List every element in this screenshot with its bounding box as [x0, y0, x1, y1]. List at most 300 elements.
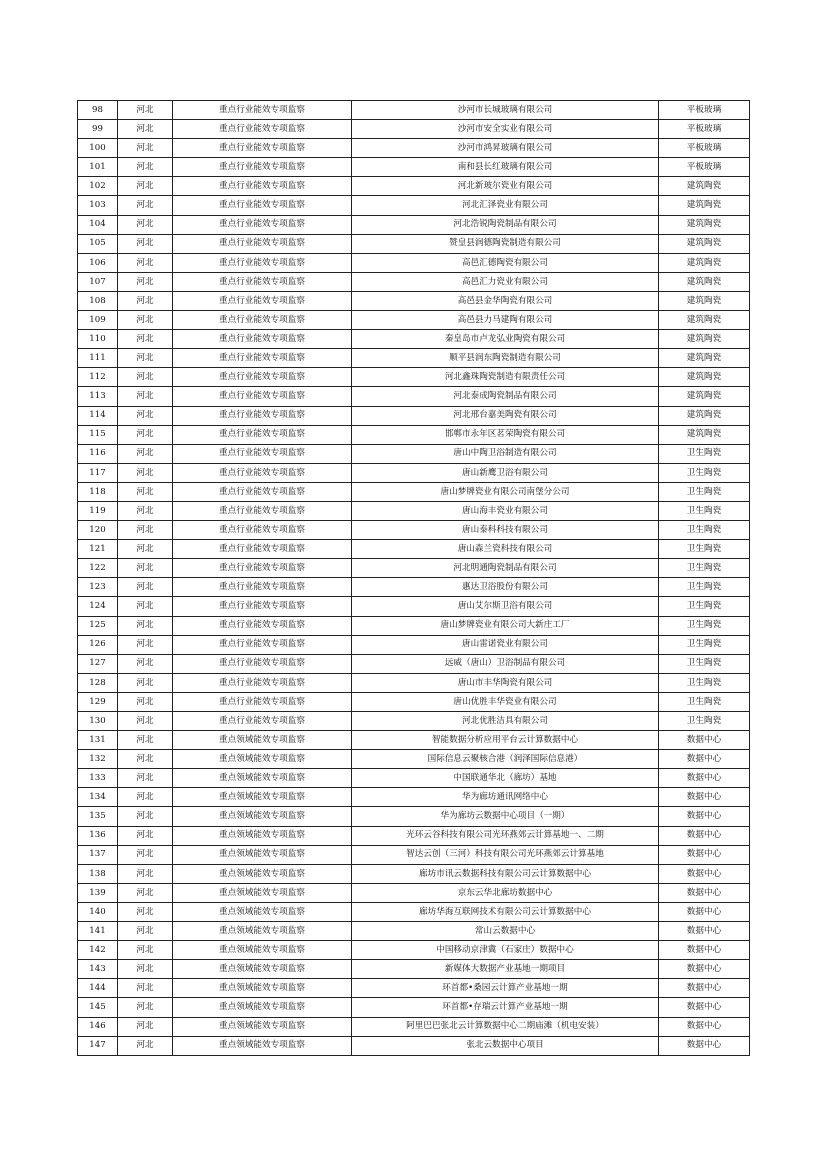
- province: 河北: [118, 444, 173, 463]
- company-name: 高邑县金华陶瓷有限公司: [352, 291, 659, 310]
- province: 河北: [118, 330, 173, 349]
- province: 河北: [118, 750, 173, 769]
- table-row: [78, 406, 750, 425]
- row-number: 142: [78, 941, 118, 960]
- province: 河北: [118, 291, 173, 310]
- company-name: 唐山优胜丰华瓷业有限公司: [352, 692, 659, 711]
- row-number: 143: [78, 960, 118, 979]
- table-row: [78, 712, 750, 731]
- table-row: [78, 291, 750, 310]
- table-row: [78, 177, 750, 196]
- row-number: 100: [78, 139, 118, 158]
- inspection-type: 重点行业能效专项监察: [173, 654, 352, 673]
- table-row: [78, 120, 750, 139]
- inspection-type: 重点领域能效专项监察: [173, 883, 352, 902]
- table-row: [78, 330, 750, 349]
- province: 河北: [118, 425, 173, 444]
- row-number: 101: [78, 158, 118, 177]
- province: 河北: [118, 349, 173, 368]
- inspection-type: 重点行业能效专项监察: [173, 635, 352, 654]
- row-number: 122: [78, 559, 118, 578]
- inspection-type: 重点行业能效专项监察: [173, 616, 352, 635]
- industry: 数据中心: [659, 922, 750, 941]
- industry: 数据中心: [659, 960, 750, 979]
- industry: 数据中心: [659, 769, 750, 788]
- province: 河北: [118, 482, 173, 501]
- row-number: 136: [78, 826, 118, 845]
- industry: 数据中心: [659, 998, 750, 1017]
- province: 河北: [118, 272, 173, 291]
- inspection-type: 重点行业能效专项监察: [173, 330, 352, 349]
- industry: 建筑陶瓷: [659, 368, 750, 387]
- province: 河北: [118, 1036, 173, 1055]
- company-name: 河北泰成陶瓷制品有限公司: [352, 387, 659, 406]
- company-name: 河北浩锐陶瓷制品有限公司: [352, 215, 659, 234]
- industry: 卫生陶瓷: [659, 635, 750, 654]
- inspection-type: 重点行业能效专项监察: [173, 291, 352, 310]
- province: 河北: [118, 673, 173, 692]
- enterprise-table: [77, 100, 750, 1056]
- company-name: 顺平县润东陶瓷制造有限公司: [352, 349, 659, 368]
- row-number: 103: [78, 196, 118, 215]
- row-number: 133: [78, 769, 118, 788]
- row-number: 144: [78, 979, 118, 998]
- province: 河北: [118, 1017, 173, 1036]
- table-row: [78, 1036, 750, 1055]
- company-name: 阿里巴巴张北云计算数据中心二期庙滩（机电安装）: [352, 1017, 659, 1036]
- table-row: [78, 253, 750, 272]
- table-row: [78, 1017, 750, 1036]
- industry: 数据中心: [659, 883, 750, 902]
- province: 河北: [118, 635, 173, 654]
- table-row: [78, 960, 750, 979]
- company-name: 河北明通陶瓷制品有限公司: [352, 559, 659, 578]
- company-name: 远威（唐山）卫浴制品有限公司: [352, 654, 659, 673]
- province: 河北: [118, 731, 173, 750]
- industry: 建筑陶瓷: [659, 196, 750, 215]
- row-number: 127: [78, 654, 118, 673]
- industry: 数据中心: [659, 807, 750, 826]
- industry: 卫生陶瓷: [659, 654, 750, 673]
- industry: 建筑陶瓷: [659, 272, 750, 291]
- inspection-type: 重点行业能效专项监察: [173, 253, 352, 272]
- province: 河北: [118, 253, 173, 272]
- row-number: 98: [78, 101, 118, 120]
- province: 河北: [118, 597, 173, 616]
- table-row: [78, 387, 750, 406]
- inspection-type: 重点领域能效专项监察: [173, 864, 352, 883]
- row-number: 140: [78, 902, 118, 921]
- row-number: 99: [78, 120, 118, 139]
- inspection-type: 重点行业能效专项监察: [173, 234, 352, 253]
- inspection-type: 重点行业能效专项监察: [173, 673, 352, 692]
- table-row: [78, 941, 750, 960]
- industry: 卫生陶瓷: [659, 712, 750, 731]
- table-row: [78, 234, 750, 253]
- inspection-type: 重点行业能效专项监察: [173, 692, 352, 711]
- company-name: 环首都•存瑞云计算产业基地一期: [352, 998, 659, 1017]
- row-number: 130: [78, 712, 118, 731]
- industry: 卫生陶瓷: [659, 444, 750, 463]
- table-row: [78, 826, 750, 845]
- row-number: 145: [78, 998, 118, 1017]
- company-name: 唐山市丰华陶瓷有限公司: [352, 673, 659, 692]
- company-name: 唐山新鹰卫浴有限公司: [352, 463, 659, 482]
- inspection-type: 重点行业能效专项监察: [173, 139, 352, 158]
- company-name: 中国移动京津冀（石家庄）数据中心: [352, 941, 659, 960]
- row-number: 115: [78, 425, 118, 444]
- province: 河北: [118, 215, 173, 234]
- table-row: [78, 616, 750, 635]
- inspection-type: 重点领域能效专项监察: [173, 845, 352, 864]
- industry: 建筑陶瓷: [659, 177, 750, 196]
- inspection-type: 重点行业能效专项监察: [173, 406, 352, 425]
- inspection-type: 重点行业能效专项监察: [173, 501, 352, 520]
- table-row: [78, 349, 750, 368]
- table-row: [78, 578, 750, 597]
- industry: 数据中心: [659, 979, 750, 998]
- inspection-type: 重点行业能效专项监察: [173, 158, 352, 177]
- table-row: [78, 272, 750, 291]
- province: 河北: [118, 788, 173, 807]
- province: 河北: [118, 807, 173, 826]
- industry: 卫生陶瓷: [659, 673, 750, 692]
- company-name: 常山云数据中心: [352, 922, 659, 941]
- row-number: 139: [78, 883, 118, 902]
- province: 河北: [118, 177, 173, 196]
- table-row: [78, 731, 750, 750]
- province: 河北: [118, 540, 173, 559]
- company-name: 廊坊华海互联网技术有限公司云计算数据中心: [352, 902, 659, 921]
- row-number: 135: [78, 807, 118, 826]
- province: 河北: [118, 922, 173, 941]
- company-name: 廊坊市讯云数据科技有限公司云计算数据中心: [352, 864, 659, 883]
- row-number: 119: [78, 501, 118, 520]
- industry: 建筑陶瓷: [659, 311, 750, 330]
- row-number: 125: [78, 616, 118, 635]
- industry: 平板玻璃: [659, 158, 750, 177]
- province: 河北: [118, 883, 173, 902]
- province: 河北: [118, 234, 173, 253]
- table-row: [78, 158, 750, 177]
- inspection-type: 重点领域能效专项监察: [173, 941, 352, 960]
- company-name: 唐山梦牌瓷业有限公司南堡分公司: [352, 482, 659, 501]
- company-name: 惠达卫浴股份有限公司: [352, 578, 659, 597]
- table-row: [78, 311, 750, 330]
- inspection-type: 重点领域能效专项监察: [173, 960, 352, 979]
- table-row: [78, 673, 750, 692]
- province: 河北: [118, 311, 173, 330]
- company-name: 唐山梦牌瓷业有限公司大新庄工厂: [352, 616, 659, 635]
- company-name: 唐山中陶卫浴制造有限公司: [352, 444, 659, 463]
- table-body: [78, 101, 750, 1056]
- row-number: 112: [78, 368, 118, 387]
- row-number: 120: [78, 521, 118, 540]
- industry: 数据中心: [659, 902, 750, 921]
- inspection-type: 重点行业能效专项监察: [173, 578, 352, 597]
- table-row: [78, 368, 750, 387]
- inspection-type: 重点领域能效专项监察: [173, 998, 352, 1017]
- company-name: 张北云数据中心项目: [352, 1036, 659, 1055]
- row-number: 109: [78, 311, 118, 330]
- table-row: [78, 750, 750, 769]
- province: 河北: [118, 845, 173, 864]
- company-name: 秦皇岛市卢龙弘业陶瓷有限公司: [352, 330, 659, 349]
- company-name: 国际信息云聚核合港（润泽国际信息港）: [352, 750, 659, 769]
- row-number: 108: [78, 291, 118, 310]
- industry: 平板玻璃: [659, 101, 750, 120]
- row-number: 132: [78, 750, 118, 769]
- province: 河北: [118, 387, 173, 406]
- industry: 卫生陶瓷: [659, 463, 750, 482]
- company-name: 赞皇县润德陶瓷制造有限公司: [352, 234, 659, 253]
- inspection-type: 重点行业能效专项监察: [173, 425, 352, 444]
- industry: 平板玻璃: [659, 120, 750, 139]
- table-row: [78, 883, 750, 902]
- province: 河北: [118, 616, 173, 635]
- industry: 卫生陶瓷: [659, 482, 750, 501]
- row-number: 124: [78, 597, 118, 616]
- company-name: 邯郸市永年区茗荣陶瓷有限公司: [352, 425, 659, 444]
- province: 河北: [118, 864, 173, 883]
- row-number: 111: [78, 349, 118, 368]
- inspection-type: 重点领域能效专项监察: [173, 807, 352, 826]
- company-name: 高邑县力马建陶有限公司: [352, 311, 659, 330]
- row-number: 121: [78, 540, 118, 559]
- row-number: 104: [78, 215, 118, 234]
- industry: 建筑陶瓷: [659, 215, 750, 234]
- table-row: [78, 807, 750, 826]
- company-name: 环首都•桑园云计算产业基地一期: [352, 979, 659, 998]
- industry: 建筑陶瓷: [659, 330, 750, 349]
- industry: 卫生陶瓷: [659, 501, 750, 520]
- industry: 卫生陶瓷: [659, 597, 750, 616]
- table-row: [78, 463, 750, 482]
- industry: 数据中心: [659, 750, 750, 769]
- industry: 卫生陶瓷: [659, 616, 750, 635]
- inspection-type: 重点行业能效专项监察: [173, 349, 352, 368]
- company-name: 高邑汇德陶瓷有限公司: [352, 253, 659, 272]
- table-row: [78, 521, 750, 540]
- inspection-type: 重点领域能效专项监察: [173, 979, 352, 998]
- company-name: 智能数据分析应用平台云计算数据中心: [352, 731, 659, 750]
- row-number: 138: [78, 864, 118, 883]
- industry: 建筑陶瓷: [659, 425, 750, 444]
- province: 河北: [118, 139, 173, 158]
- row-number: 113: [78, 387, 118, 406]
- inspection-type: 重点行业能效专项监察: [173, 540, 352, 559]
- industry: 卫生陶瓷: [659, 540, 750, 559]
- inspection-type: 重点领域能效专项监察: [173, 750, 352, 769]
- province: 河北: [118, 158, 173, 177]
- province: 河北: [118, 998, 173, 1017]
- inspection-type: 重点领域能效专项监察: [173, 788, 352, 807]
- province: 河北: [118, 196, 173, 215]
- company-name: 沙河市长城玻璃有限公司: [352, 101, 659, 120]
- inspection-type: 重点行业能效专项监察: [173, 463, 352, 482]
- row-number: 147: [78, 1036, 118, 1055]
- inspection-type: 重点行业能效专项监察: [173, 101, 352, 120]
- province: 河北: [118, 501, 173, 520]
- company-name: 沙河市鸿昇玻璃有限公司: [352, 139, 659, 158]
- company-name: 光环云谷科技有限公司光环燕郊云计算基地一、二期: [352, 826, 659, 845]
- company-name: 河北鑫珠陶瓷制造有限责任公司: [352, 368, 659, 387]
- province: 河北: [118, 654, 173, 673]
- industry: 卫生陶瓷: [659, 692, 750, 711]
- company-name: 唐山海丰瓷业有限公司: [352, 501, 659, 520]
- industry: 数据中心: [659, 845, 750, 864]
- table-row: [78, 845, 750, 864]
- province: 河北: [118, 769, 173, 788]
- row-number: 110: [78, 330, 118, 349]
- industry: 卫生陶瓷: [659, 559, 750, 578]
- industry: 数据中心: [659, 1036, 750, 1055]
- table-row: [78, 635, 750, 654]
- row-number: 102: [78, 177, 118, 196]
- row-number: 107: [78, 272, 118, 291]
- company-name: 唐山森兰瓷科技有限公司: [352, 540, 659, 559]
- industry: 数据中心: [659, 788, 750, 807]
- inspection-type: 重点领域能效专项监察: [173, 1017, 352, 1036]
- province: 河北: [118, 578, 173, 597]
- row-number: 131: [78, 731, 118, 750]
- inspection-type: 重点行业能效专项监察: [173, 712, 352, 731]
- row-number: 117: [78, 463, 118, 482]
- row-number: 137: [78, 845, 118, 864]
- province: 河北: [118, 960, 173, 979]
- inspection-type: 重点行业能效专项监察: [173, 311, 352, 330]
- table-row: [78, 101, 750, 120]
- province: 河北: [118, 826, 173, 845]
- company-name: 华为廊坊通讯网络中心: [352, 788, 659, 807]
- inspection-type: 重点行业能效专项监察: [173, 215, 352, 234]
- company-name: 沙河市安全实业有限公司: [352, 120, 659, 139]
- inspection-type: 重点行业能效专项监察: [173, 196, 352, 215]
- industry: 建筑陶瓷: [659, 253, 750, 272]
- table-row: [78, 482, 750, 501]
- company-name: 河北邢台嘉美陶瓷有限公司: [352, 406, 659, 425]
- company-name: 高邑汇力瓷业有限公司: [352, 272, 659, 291]
- industry: 数据中心: [659, 864, 750, 883]
- table-row: [78, 597, 750, 616]
- table-row: [78, 922, 750, 941]
- province: 河北: [118, 521, 173, 540]
- inspection-type: 重点领域能效专项监察: [173, 731, 352, 750]
- table-row: [78, 902, 750, 921]
- row-number: 129: [78, 692, 118, 711]
- row-number: 128: [78, 673, 118, 692]
- industry: 数据中心: [659, 1017, 750, 1036]
- inspection-type: 重点行业能效专项监察: [173, 521, 352, 540]
- row-number: 123: [78, 578, 118, 597]
- province: 河北: [118, 902, 173, 921]
- row-number: 134: [78, 788, 118, 807]
- company-name: 京东云华北廊坊数据中心: [352, 883, 659, 902]
- company-name: 新媒体大数据产业基地一期项目: [352, 960, 659, 979]
- inspection-type: 重点行业能效专项监察: [173, 368, 352, 387]
- inspection-type: 重点行业能效专项监察: [173, 272, 352, 291]
- inspection-type: 重点领域能效专项监察: [173, 922, 352, 941]
- inspection-type: 重点行业能效专项监察: [173, 597, 352, 616]
- row-number: 146: [78, 1017, 118, 1036]
- company-name: 河北优胜洁具有限公司: [352, 712, 659, 731]
- table-row: [78, 864, 750, 883]
- inspection-type: 重点行业能效专项监察: [173, 444, 352, 463]
- inspection-type: 重点行业能效专项监察: [173, 482, 352, 501]
- industry: 数据中心: [659, 941, 750, 960]
- row-number: 114: [78, 406, 118, 425]
- table-row: [78, 540, 750, 559]
- industry: 数据中心: [659, 826, 750, 845]
- industry: 建筑陶瓷: [659, 234, 750, 253]
- table-row: [78, 769, 750, 788]
- industry: 卫生陶瓷: [659, 578, 750, 597]
- table-row: [78, 654, 750, 673]
- company-name: 智达云创（三河）科技有限公司光环燕郊云计算基地: [352, 845, 659, 864]
- inspection-type: 重点行业能效专项监察: [173, 120, 352, 139]
- province: 河北: [118, 941, 173, 960]
- table-row: [78, 215, 750, 234]
- inspection-type: 重点领域能效专项监察: [173, 902, 352, 921]
- table-row: [78, 559, 750, 578]
- table-row: [78, 444, 750, 463]
- industry: 数据中心: [659, 731, 750, 750]
- inspection-type: 重点领域能效专项监察: [173, 826, 352, 845]
- table-row: [78, 998, 750, 1017]
- row-number: 118: [78, 482, 118, 501]
- province: 河北: [118, 101, 173, 120]
- industry: 平板玻璃: [659, 139, 750, 158]
- province: 河北: [118, 712, 173, 731]
- inspection-type: 重点行业能效专项监察: [173, 177, 352, 196]
- industry: 建筑陶瓷: [659, 406, 750, 425]
- company-name: 河北新玻尔瓷业有限公司: [352, 177, 659, 196]
- inspection-type: 重点领域能效专项监察: [173, 1036, 352, 1055]
- province: 河北: [118, 463, 173, 482]
- industry: 建筑陶瓷: [659, 291, 750, 310]
- company-name: 华为廊坊云数据中心项目（一期）: [352, 807, 659, 826]
- company-name: 唐山雷诺瓷业有限公司: [352, 635, 659, 654]
- row-number: 105: [78, 234, 118, 253]
- company-name: 河北汇泽瓷业有限公司: [352, 196, 659, 215]
- row-number: 106: [78, 253, 118, 272]
- inspection-type: 重点行业能效专项监察: [173, 387, 352, 406]
- table-row: [78, 692, 750, 711]
- company-name: 唐山艾尔斯卫浴有限公司: [352, 597, 659, 616]
- company-name: 唐山泰科科技有限公司: [352, 521, 659, 540]
- table-row: [78, 196, 750, 215]
- industry: 建筑陶瓷: [659, 387, 750, 406]
- row-number: 141: [78, 922, 118, 941]
- row-number: 116: [78, 444, 118, 463]
- province: 河北: [118, 559, 173, 578]
- table-row: [78, 501, 750, 520]
- table-row: [78, 788, 750, 807]
- province: 河北: [118, 979, 173, 998]
- row-number: 126: [78, 635, 118, 654]
- inspection-type: 重点领域能效专项监察: [173, 769, 352, 788]
- table-row: [78, 139, 750, 158]
- company-name: 中国联通华北（廊坊）基地: [352, 769, 659, 788]
- table-row: [78, 425, 750, 444]
- province: 河北: [118, 120, 173, 139]
- table-row: [78, 979, 750, 998]
- company-name: 南和县长红玻璃有限公司: [352, 158, 659, 177]
- inspection-type: 重点行业能效专项监察: [173, 559, 352, 578]
- industry: 建筑陶瓷: [659, 349, 750, 368]
- industry: 卫生陶瓷: [659, 521, 750, 540]
- province: 河北: [118, 368, 173, 387]
